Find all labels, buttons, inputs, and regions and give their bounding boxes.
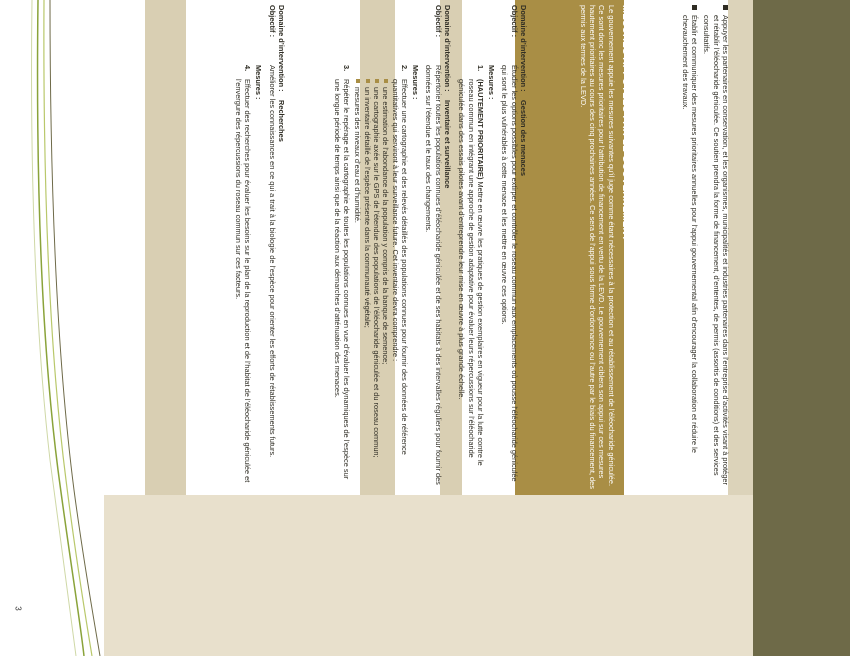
domain-3-objectif-row xyxy=(267,5,276,490)
mesures-label: Mesures : xyxy=(254,65,264,100)
measure-text: Effectuer une cartographie et des relevés détaillés des populations connues pour fournir des données de référence quantitatives qui serviront à leur surveillance future. Cet inventaire devra comprendre : xyxy=(390,79,409,455)
measure-text: Effectuer des recherches pour évaluer les besoins sur le plan de la reproduction et de l’habitat de l’éléocharide géniculée et l’envergure des répercussions du roseau commun sur ces facteurs. xyxy=(233,79,253,483)
domaine-label: Domaine d’intervention : xyxy=(277,5,286,92)
objectif-label: Objectif : xyxy=(433,5,443,38)
square-bullet-icon xyxy=(692,5,697,10)
domaine-value: Gestion des menaces xyxy=(519,100,528,176)
measure-item xyxy=(390,65,409,490)
square-bullet-icon xyxy=(375,79,379,83)
sub-item-text: une cartographie axée sur le GPS de l’étendue des populations de l’éléocharide géniculée et du roseau commun; xyxy=(371,87,381,458)
square-bullet-icon xyxy=(384,79,388,83)
domain-1-objectif-row xyxy=(500,5,519,490)
domaine-label: Domaine d’intervention : xyxy=(519,5,528,92)
objectif-value: Répertorier toutes les populations connues d’éléocharide géniculée et de ses habitats à des intervalles réguliers pour fournir des données sur l’étendue et le taux des changements. xyxy=(424,65,443,485)
square-bullet-icon xyxy=(723,5,728,10)
bullet-text: Appuyer les partenaires en conservation, et les organismes, municipalités et industries partenaires dans l’entreprise d’activités visant à protéger et rétablir l’éléocharide géniculée. Ce soutien prendra la forme de financement, d’ententes, de permis (assortis de conditions) et des services consultatifs. xyxy=(702,15,730,485)
measure-body: Mettre en œuvre les pratiques de gestion exemplaires en vigueur pour la lutte contre le roseau commun en intégrant une approche de gestion adaptative pour évaluer leurs répercussions sur l’éléocharide géniculée dans des essais pilotes avant d’entreprendre leur mise en œuvre à plus grande échelle. xyxy=(457,79,485,466)
domaine-label: Domaine d’intervention : xyxy=(443,5,452,92)
domaine-value: Recherches xyxy=(277,100,286,142)
domain-3-measures xyxy=(234,65,264,490)
government-section xyxy=(579,5,630,490)
domain-3-domaine-row xyxy=(277,5,286,490)
domain-1 xyxy=(457,5,528,490)
decorative-swoosh xyxy=(0,0,110,656)
measure-number: 4. xyxy=(243,65,253,72)
measure-text xyxy=(457,79,485,490)
measure-text: Répéter le repérage et la cartographie de toutes les populations connues en vue d’évaluer les dynamiques de l’espèce sur une longue période de temps ainsi que de la réaction aux démarches d’atténuation des menaces. xyxy=(332,79,352,480)
square-bullet-icon xyxy=(356,79,360,83)
sub-item xyxy=(372,79,381,490)
page-number: 3 xyxy=(13,606,23,611)
sub-item xyxy=(353,79,362,490)
domain-3 xyxy=(234,5,286,490)
objectif-label: Objectif : xyxy=(267,5,277,38)
mesures-label: Mesures : xyxy=(411,65,421,100)
top-bullets xyxy=(678,5,730,490)
domain-2 xyxy=(332,5,452,490)
bullet-item xyxy=(681,5,700,490)
domain-2-measures xyxy=(332,65,420,490)
bottom-beige-panel xyxy=(104,495,753,656)
rotated-content xyxy=(110,5,750,490)
measure-number: 3. xyxy=(342,65,352,72)
government-heading: MESURES APPUYÉES PAR LE GOUVERNEMENT xyxy=(620,5,631,242)
domaine-value: Inventaire et surveillance xyxy=(443,100,452,189)
bullet-item xyxy=(702,5,730,490)
square-bullet-icon xyxy=(366,79,370,83)
objectif-value: Améliorer les connaissances en ce qui a trait à la biologie de l’espèce pour orienter les efforts de rétablissements futurs. xyxy=(267,65,277,458)
right-dark-band xyxy=(753,0,850,656)
sub-item-text: une estimation de l’abondance de la population y compris de la banque de semence; xyxy=(381,87,391,365)
measure-item xyxy=(332,65,351,490)
measure-item xyxy=(234,65,253,490)
sub-item-text: un inventaire détaillé de l’espèce présente dans la communauté végétale; xyxy=(362,87,372,328)
objectif-label: Objectif : xyxy=(509,5,519,38)
sub-item-text: mesures des niveaux d’eau et d’humidité. xyxy=(353,87,363,223)
domain-1-measures xyxy=(457,65,496,490)
bullet-text: Établir et communiquer des mesures prioritaires annuelles pour l’appui gouvernemental afin d’encourager la collaboration et réduire le chevauchement des travaux. xyxy=(680,15,700,453)
government-body: Le gouvernement appuie les mesures suivantes qu’il juge comme étant nécessaires à la protection et au rétablissement de l’éléocharide géniculée. Ce sont donc les mesures prioritaires pour l’attribution de financement en vertu de la LEVD. Le gouvernement ciblera son appui sur ces mesures hautement prioritaires au cours des cinq prochaines années. Ce sera de l’appui sous forme d’ordonnance ou l’autre par le biais du financement, des permis aux termes de la LEVD. xyxy=(578,5,616,489)
mesures-label: Mesures : xyxy=(487,65,497,100)
measure-number: 2. xyxy=(399,65,409,72)
domain-2-domaine-row xyxy=(443,5,452,490)
measure-item xyxy=(457,65,485,490)
domain-2-objectif-row xyxy=(424,5,443,490)
sub-item xyxy=(362,79,371,490)
sub-item xyxy=(381,79,390,490)
measure-number: 1. xyxy=(475,65,485,72)
objectif-value: Étudier les options possibles pour extirper et contrôler le roseau commun aux emplacements où pousse l’éléocharide géniculée qui sont le plus vulnérables à cette menace et les mettre en œuvre ces options. xyxy=(500,65,519,482)
measure-priority: (HAUTEMENT PRIORITAIRE) xyxy=(475,79,485,180)
domain-1-domaine-row xyxy=(519,5,528,490)
